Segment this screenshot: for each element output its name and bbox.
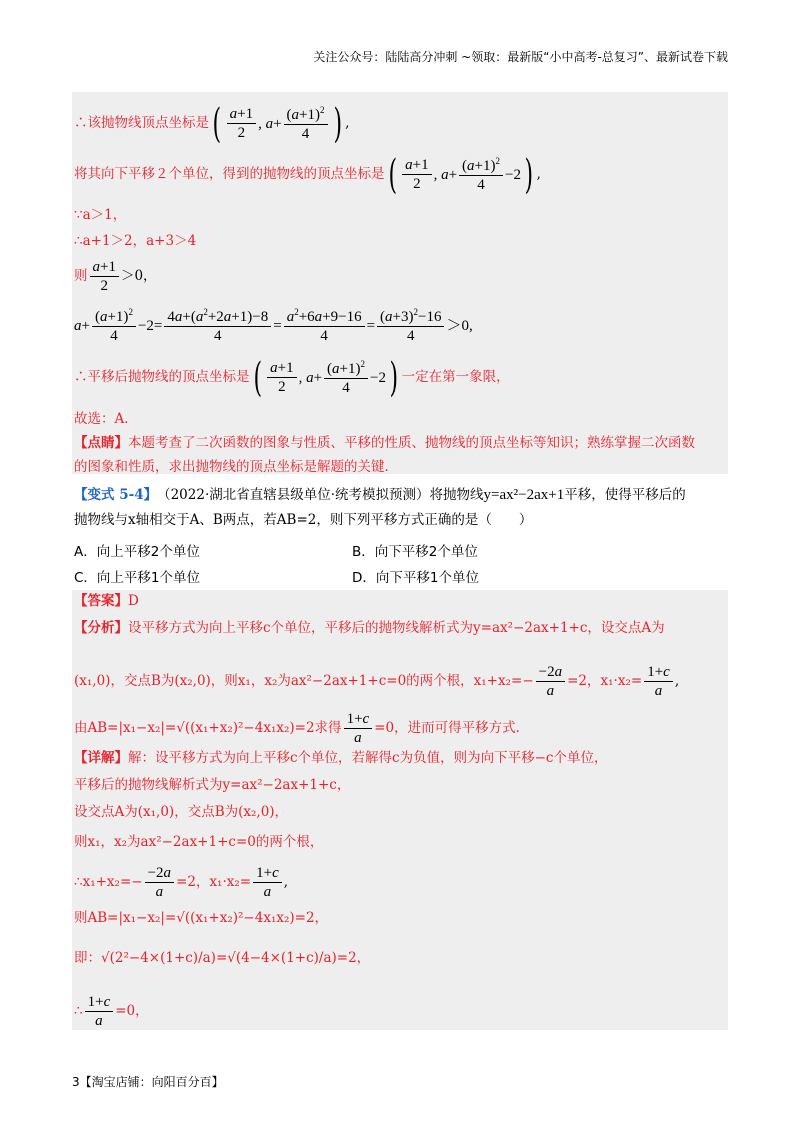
analysis-line-1 (74, 622, 665, 636)
quadrant-line: ∴平移后抛物线的顶点坐标是 ( a+1 2 , a+ $\frac{(a+1)^2}{4}$ −2 ) 一定在第一象限， (74, 355, 510, 401)
text: 本题考查了二次函数的图象与性质、平移的性质、抛物线的顶点坐标等知识；熟练掌握二次函数 (128, 435, 695, 451)
detail-tag: 【详解】 (74, 750, 128, 766)
option-b[interactable]: B．向下平移2个单位 (352, 544, 478, 560)
option-d[interactable]: D．向下平移1个单位 (352, 570, 479, 586)
answer-value: D (128, 593, 139, 609)
text: 则 (74, 268, 88, 285)
variant-question-line-2: 抛物线与x轴相交于A、B两点，若AB=2，则下列平移方式正确的是（ ） (74, 512, 533, 528)
detail-line-1 (74, 752, 608, 766)
text: 解：设平移方式为向上平移c个单位，若解得c为负值，则为向下平移−c个单位， (128, 750, 608, 766)
analysis-tag: 【分析】 (74, 620, 128, 636)
vertex-line: ∴该抛物线顶点坐标是 ( a+1 2 , a+ $\frac{(a+1)^2}{4}$ ) , (74, 101, 350, 147)
text: ∴ (74, 1003, 83, 1020)
equation: y=ax²−2ax+1 (483, 487, 565, 503)
text: 一定在第一象限， (401, 369, 510, 386)
text: =2，x₁·x₂= (176, 874, 252, 891)
positive-x-line: 则 a+1 2 ＞0， (74, 259, 157, 294)
text: (x₁,0)，交点B为(x₂,0)，则x₁，x₂为ax²−2ax+1+c=0的两个根，x₁+x₂=− (74, 673, 534, 690)
detail-line-5: ∴x₁+x₂=− $\frac{-2a}{a}$ =2，x₁·x₂= $\frac{1+c}{a}$ , (74, 865, 289, 900)
detail-line-6: 则AB=|x₁−x₂|=√((x₁+x₂)²−4x₁x₂)=2， (74, 910, 329, 926)
condition-line: ∵a＞1， (74, 207, 127, 223)
detail-line-2: 平移后的抛物线解析式为y=ax²−2ax+1+c， (74, 777, 351, 793)
answer-tag: 【答案】 (74, 593, 128, 609)
detail-line-8: ∴ $\frac{1+c}{a}$ =0， (74, 994, 149, 1029)
text: ∴该抛物线顶点坐标是 (74, 115, 209, 132)
detail-line-4: 则x₁，x₂为ax²−2ax+1+c=0的两个根， (74, 834, 324, 850)
shifted-vertex-line: 将其向下平移２个单位，得到的抛物线的顶点坐标是 ( a+1 2 , a+ $\frac{(a+1)^2}{4}$ −2 ) , (74, 152, 541, 198)
analysis-line-2: (x₁,0)，交点B为(x₂,0)，则x₁，x₂为ax²−2ax+1+c=0的两个根，x₁+x₂=− $\frac{-2a}{a}$ =2，x₁·x₂= $\frac{1+c}{a}$ , (74, 664, 680, 699)
text: =2，x₁·x₂= (567, 673, 643, 690)
text: （2022·湖北省直辖县级单位·统考模拟预测）将抛物线 (157, 486, 484, 503)
text: 将其向下平移２个单位，得到的抛物线的顶点坐标是 (74, 166, 385, 183)
solution-block-top (72, 92, 728, 474)
text: ∴x₁+x₂=− (74, 874, 143, 891)
detail-line-3: 设交点A为(x₁,0)，交点B为(x₂,0)， (74, 804, 289, 820)
text: 平移，使得平移后的 (564, 486, 686, 503)
text: ＞0， (120, 268, 157, 285)
detail-line-7: 即：√(2²−4×(1+c)/a)=√(4−4×(1+c)/a)=2， (74, 950, 371, 966)
variant-tag: 【变式 5-4】 (74, 486, 158, 503)
variant-question-line-1 (74, 488, 686, 503)
page-footer: 3【淘宝店铺：向阳百分百】 (72, 1075, 224, 1089)
dianjing-tag: 【点睛】 (74, 435, 128, 451)
positive-y-derivation: a + $(a+1)^2$ 4 −2= $4a+(a^2+2a+1)-8$ 4 = $a^2+6a+9-16$ 4 = $(a+3)^2-16$ 4 ＞0, (74, 307, 473, 344)
text: ∴平移后抛物线的顶点坐标是 (74, 369, 250, 386)
text: =0，进而可得平移方式． (374, 720, 530, 737)
choice-line: 故选：A． (74, 411, 138, 427)
option-a[interactable]: A．向上平移2个单位 (74, 544, 200, 560)
analysis-line-3: 由AB=|x₁−x₂|=√((x₁+x₂)²−4x₁x₂)=2求得 $\frac{1+c}{a}$ =0，进而可得平移方式． (74, 711, 530, 746)
text: =0， (115, 1003, 149, 1020)
dianjing-line-1 (74, 437, 695, 451)
inequality-line: ∴a+1＞2，a+3＞4 (74, 233, 197, 249)
option-c[interactable]: C．向上平移1个单位 (74, 570, 201, 586)
answer-line (74, 595, 139, 609)
text: 由AB=|x₁−x₂|=√((x₁+x₂)²−4x₁x₂)=2求得 (74, 720, 342, 737)
text: 设平移方式为向上平移c个单位，平移后的抛物线解析式为y=ax²−2ax+1+c，设交点A为 (128, 620, 665, 636)
dianjing-line-2: 的图象和性质，求出抛物线的顶点坐标是解题的关键． (74, 459, 398, 475)
page-header: 关注公众号：陆陆高分冲刺 ~领取：最新版“小中高考-总复习”、最新试卷下载 (313, 50, 728, 64)
